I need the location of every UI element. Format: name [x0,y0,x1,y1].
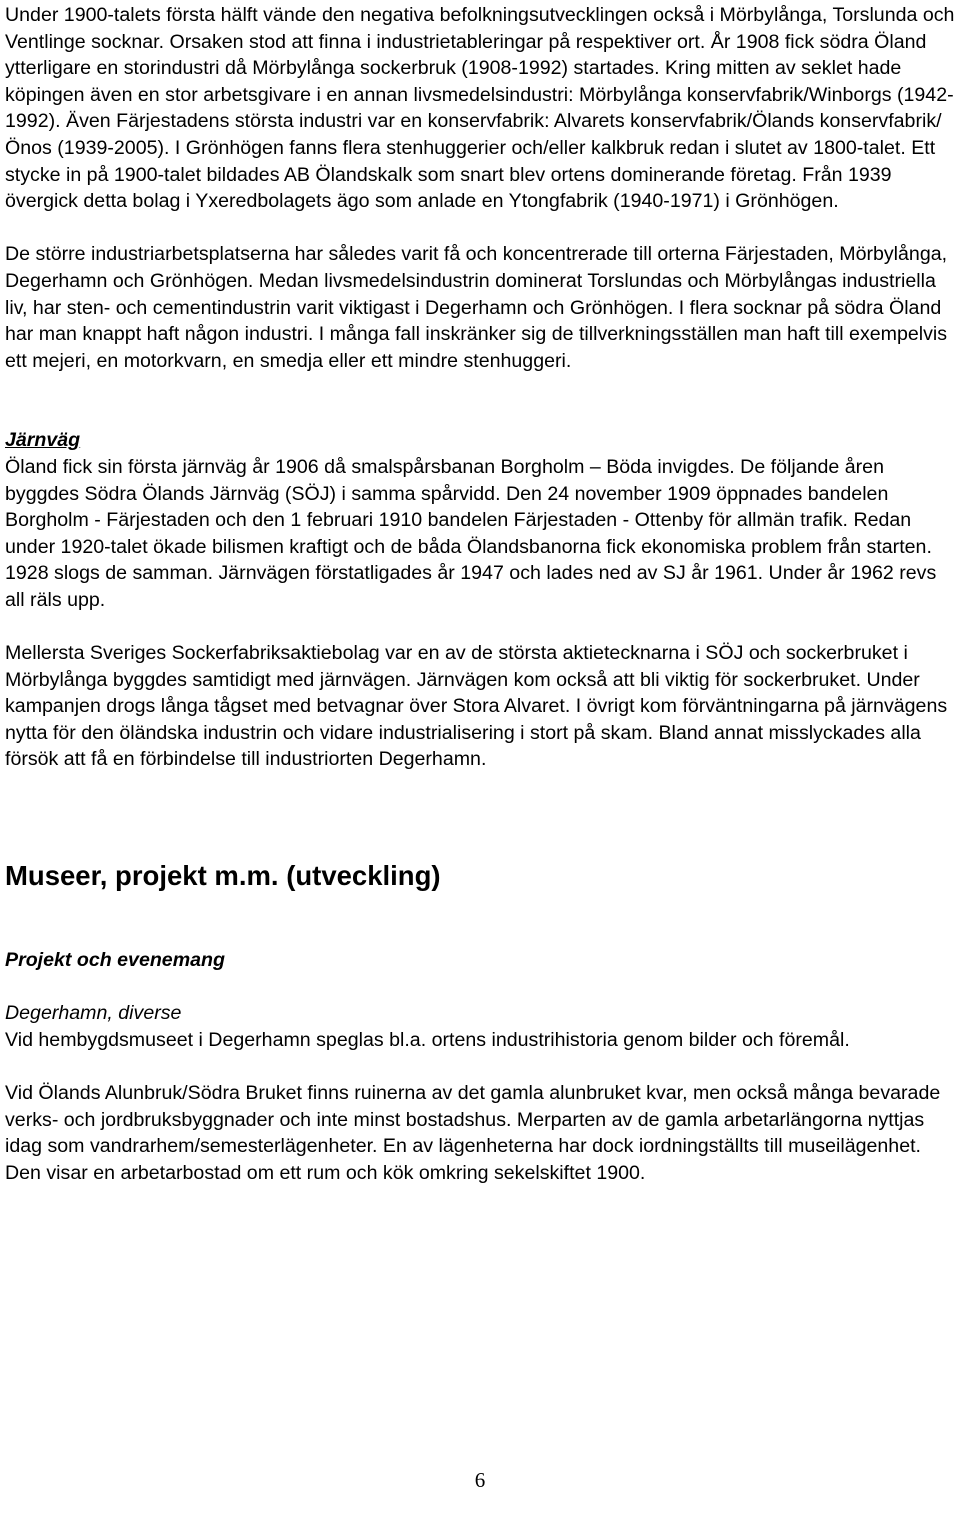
spacer [5,215,957,242]
document-page [5,2,957,1186]
paragraph-alunbruk: Vid Ölands Alunbruk/Södra Bruket finns ruinerna av det gamla alunbruket kvar, men också många bevarade verks- och jordbruksbyggnader och inte minst bostadshus. Merparten av de gamla arbetarlängorna nyttjas idag som vandrarhem/semesterlägenheter. En av lägenheterna har dock iordningställts till museilägenhet. Den visar en arbetarbostad om ett rum och kök omkring sekelskiftet 1900. [5,1082,941,1184]
section-heading-jarnvag: Järnväg [5,429,81,452]
section-heading-museer: Museer, projekt m.m. (utveckling) [5,860,441,892]
spacer [5,974,957,1001]
spacer [5,613,957,640]
paragraph-industry-workplaces: De större industriarbetsplatserna har således varit få och koncentrerade till orterna Färjestaden, Mörbylånga, Degerhamn och Grönhögen. Medan livsmedelsindustrin dominerat Torslundas och Mörbylångas industriella liv, har sten- och cementindustrin varit viktigast i Degerhamn och Grönhögen. I flera socknar på södra Öland har man knappt haft någon industri. I många fall inskränker sig de tillverkningsställen man haft till exempelvis ett mejeri, en motorkvarn, en smedja eller ett mindre stenhuggeri. [5,243,948,372]
spacer [5,773,957,859]
subheading-projekt: Projekt och evenemang [5,949,225,972]
paragraph-industry: Under 1900-talets första hälft vände den negativa befolkningsutvecklingen också i Mörbylånga, Torslunda och Ventlinge socknar. Orsaken stod att finna i industrietableringar på respektiver ort. År 1908 fick södra Öland ytterligare en storindustri då Mörbylånga sockerbruk (1908-1992) startades. Kring mitten av seklet hade köpingen även en stor arbetsgivare i en annan livsmedelsindustri: Mörbylånga konservfabrik/Winborgs (1942-1992). Även Färjestadens största industri var en konservfabrik: Alvarets konservfabrik/Ölands konservfabrik/Önos (1939-2005). I Grönhögen fanns flera stenhuggerier och/eller kalkbruk redan i slutet av 1800-talet. Ett stycke in på 1900-talet bildades AB Ölandskalk som snart blev ortens dominerande företag. Från 1939 övergick detta bolag i Yxeredbolagets ägo som anlade en Ytongfabrik (1940-1971) i Grönhögen. [5,4,955,213]
page-number: 6 [474,1468,486,1492]
spacer [5,374,957,427]
paragraph-sugar-factory: Mellersta Sveriges Sockerfabriksaktiebolag var en av de största aktietecknarna i SÖJ och sockerbruket i Mörbylånga byggdes samtidigt med järnvägen. Järnvägen kom också att bli viktig för sockerbruket. Under kampanjen drogs långa tågset med betvagnar över Stora Alvaret. I övrigt kom förväntningarna på järnvägens nytta för den öländska industrin och vidare industrialisering i stort på skam. Bland annat misslyckades alla försök att få en förbindelse till industriorten Degerhamn. [5,642,948,771]
subsubheading-degerhamn: Degerhamn, diverse [5,1002,182,1025]
spacer [5,1053,957,1080]
spacer [5,893,957,947]
paragraph-hembygdsmuseet: Vid hembygdsmuseet i Degerhamn speglas bl.a. ortens industrihistoria genom bilder och föremål. [5,1028,850,1051]
paragraph-railway-history: Öland fick sin första järnväg år 1906 då smalspårsbanan Borgholm – Böda invigdes. De följande åren byggdes Södra Ölands Järnväg (SÖJ) i samma spårvidd. Den 24 november 1909 öppnades bandelen Borgholm - Färjestaden och den 1 februari 1910 bandelen Färjestaden - Ottenby för allmän trafik. Redan under 1920-talet ökade bilismen kraftigt och de båda Ölandsbanorna fick ekonomiska problem från starten. 1928 slogs de samman. Järnvägen förstatligades år 1947 och lades ned av SJ år 1961. Under år 1962 revs all räls upp. [5,455,937,611]
